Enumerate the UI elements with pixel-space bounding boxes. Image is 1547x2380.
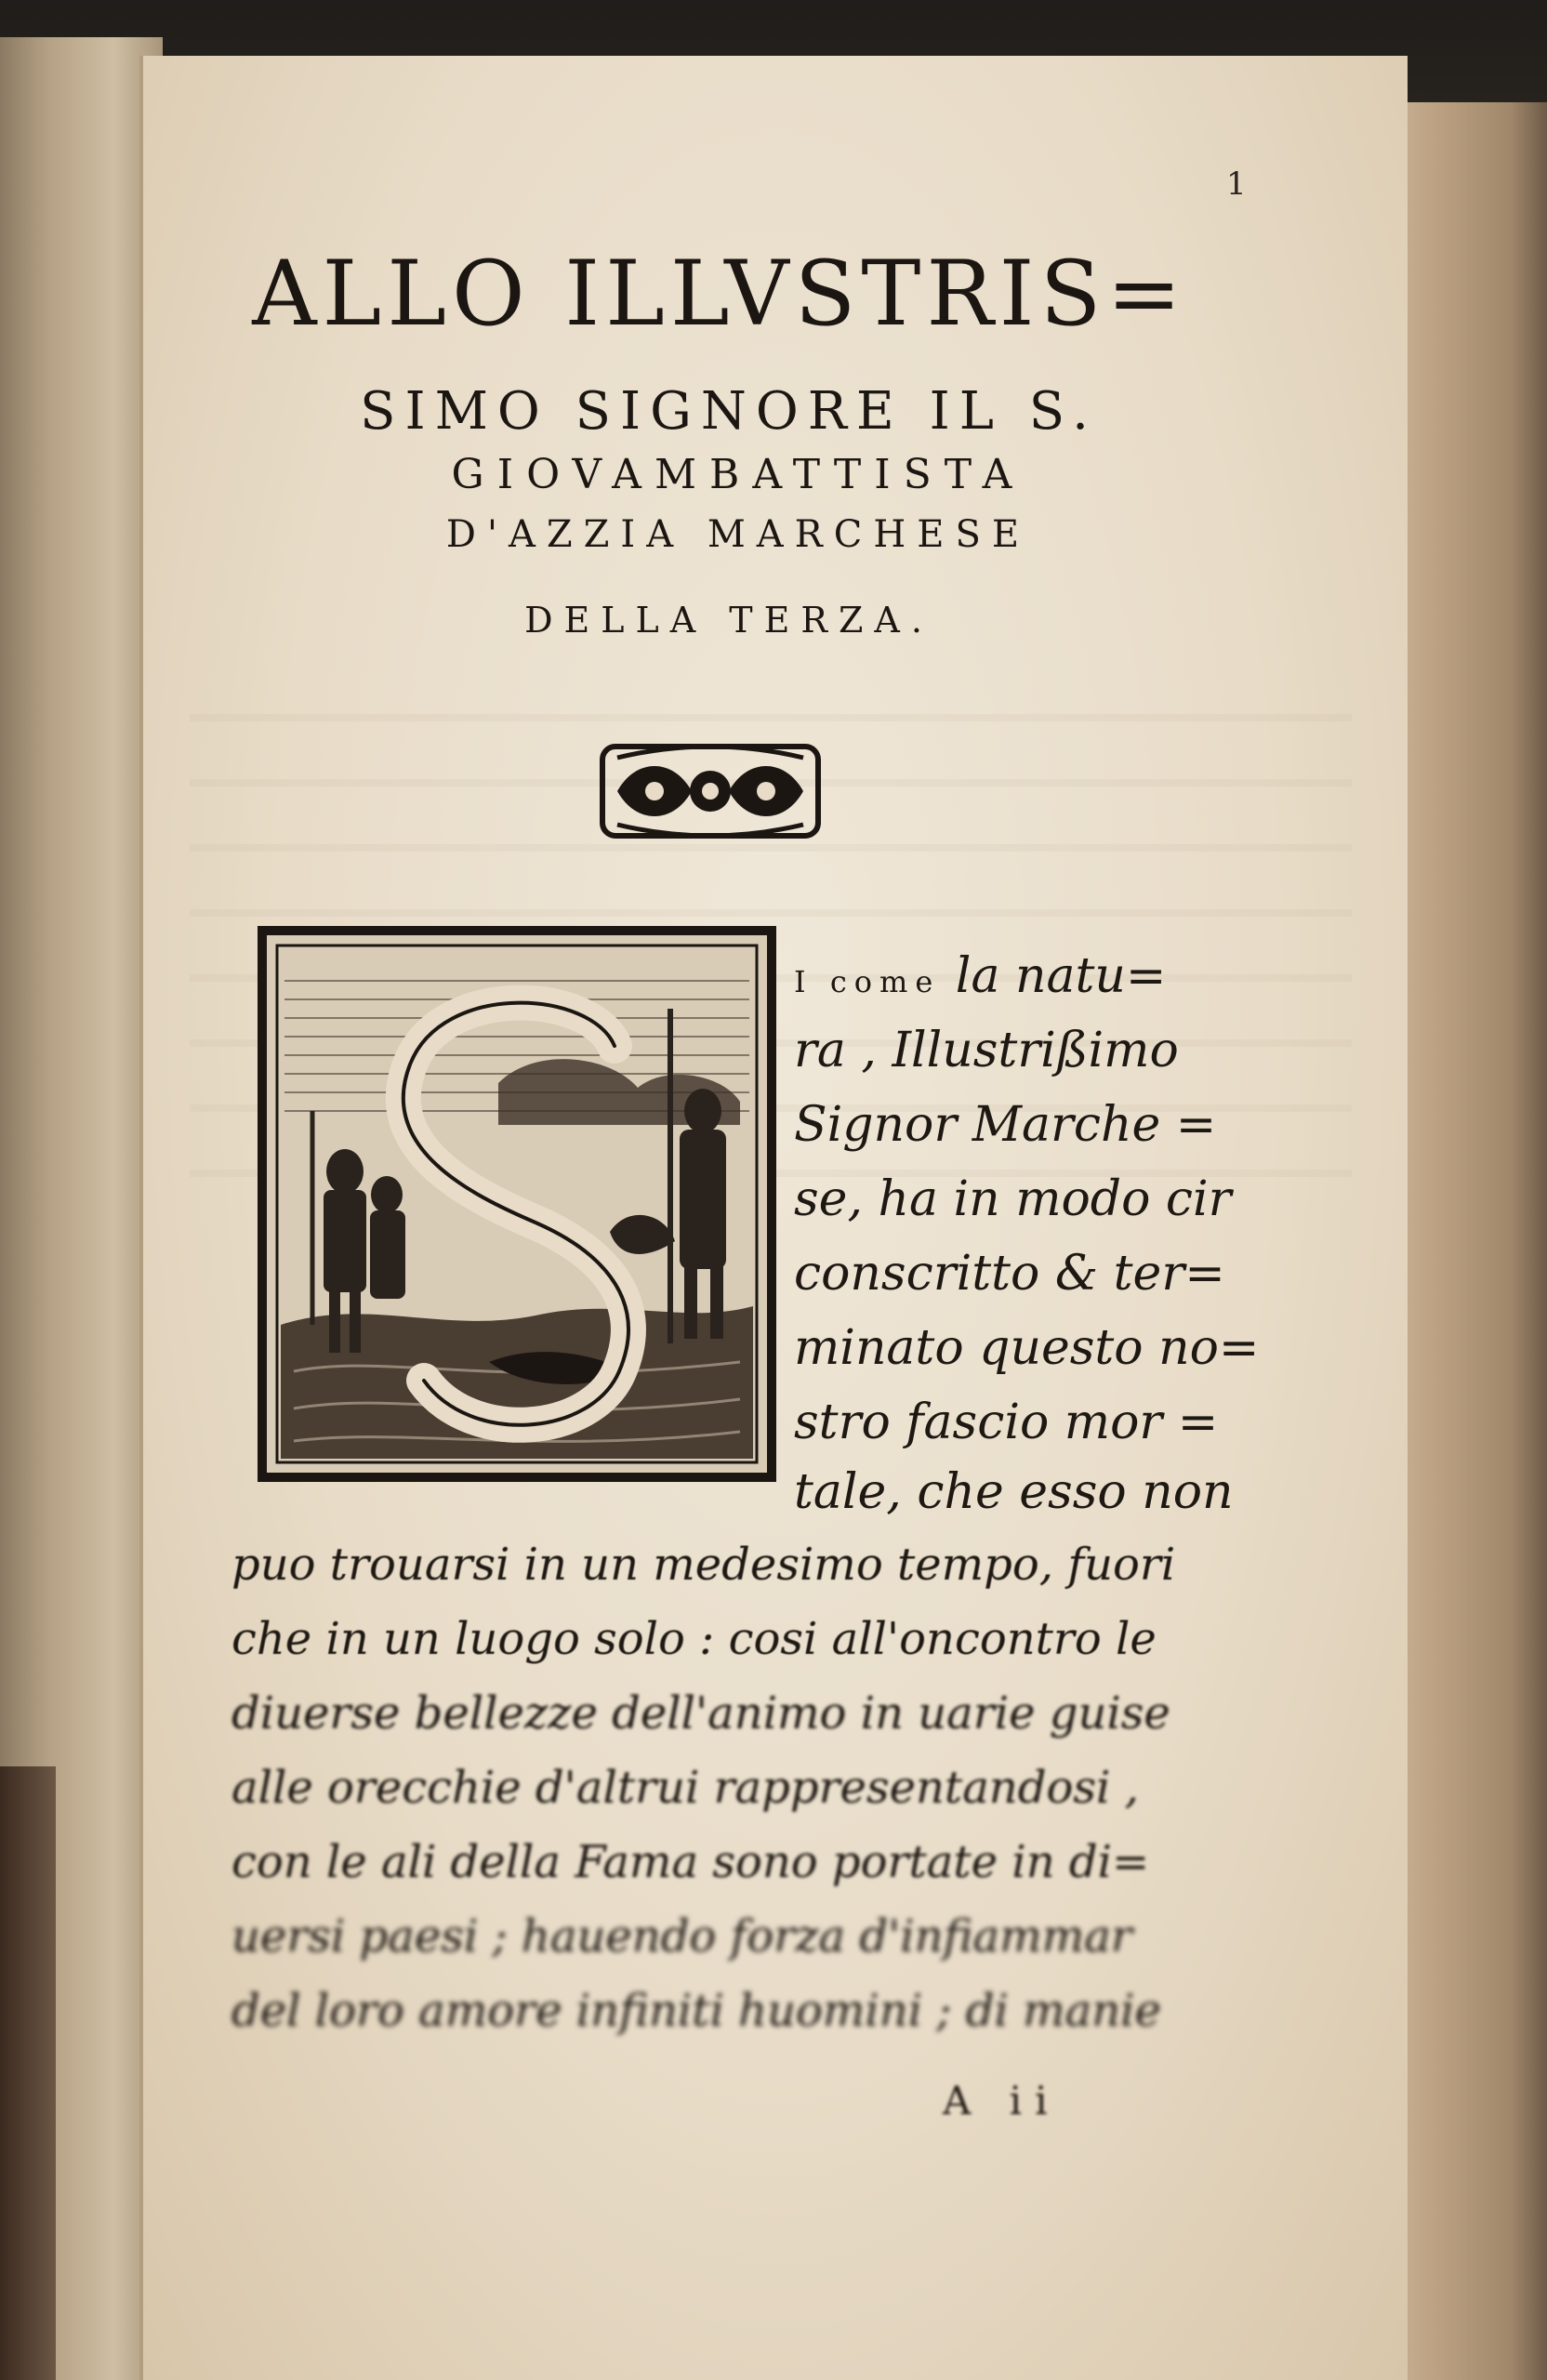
- book-cover-edge: [0, 1766, 56, 2380]
- body-line-3: Signor Marche =: [794, 1097, 1217, 1153]
- body-line-4: se, ha in modo cir: [794, 1171, 1232, 1227]
- title-line-1: ALLO ILLVSTRIS=: [252, 242, 1187, 346]
- body-line-14: uersi paesi ; hauendo forza d'infiammar: [231, 1911, 1132, 1963]
- title-line-5: DELLA TERZA.: [524, 600, 933, 641]
- body-line-5: conscritto & ter=: [794, 1246, 1225, 1302]
- book-page: [139, 56, 1408, 2380]
- body-line-11: diuerse bellezze dell'animo in uarie guise: [231, 1687, 1170, 1739]
- woodcut-initial-s: [257, 925, 777, 1483]
- title-line-3: GIOVAMBATTISTA: [451, 451, 1025, 498]
- body-line-1-text: la natu=: [940, 948, 1167, 1004]
- body-line-8: tale, che esso non: [794, 1464, 1234, 1520]
- body-line-15: del loro amore infiniti huomini ; di manie: [231, 1985, 1161, 2037]
- title-line-4: D'AZZIA MARCHESE: [445, 513, 1031, 556]
- opening-small-caps: I come: [794, 964, 941, 999]
- body-line-10: che in un luogo solo : cosi all'oncontro le: [231, 1613, 1157, 1665]
- body-line-2: ra , Illustrißimo: [794, 1023, 1179, 1078]
- folio-number: 1: [1226, 165, 1247, 203]
- signature-mark: A ii: [943, 2078, 1061, 2123]
- body-line-1: [794, 948, 1166, 1004]
- body-line-7: stro fascio mor =: [794, 1395, 1219, 1450]
- body-line-9: puo trouarsi in un medesimo tempo, fuori: [231, 1539, 1176, 1591]
- printers-ornament: [599, 739, 822, 843]
- body-line-6: minato questo no=: [794, 1320, 1260, 1376]
- title-line-2: SIMO SIGNORE IL S.: [360, 381, 1098, 442]
- body-line-13: con le ali della Fama sono portate in di=: [231, 1836, 1150, 1888]
- body-line-12: alle orecchie d'altrui rappresentandosi ,: [231, 1762, 1139, 1814]
